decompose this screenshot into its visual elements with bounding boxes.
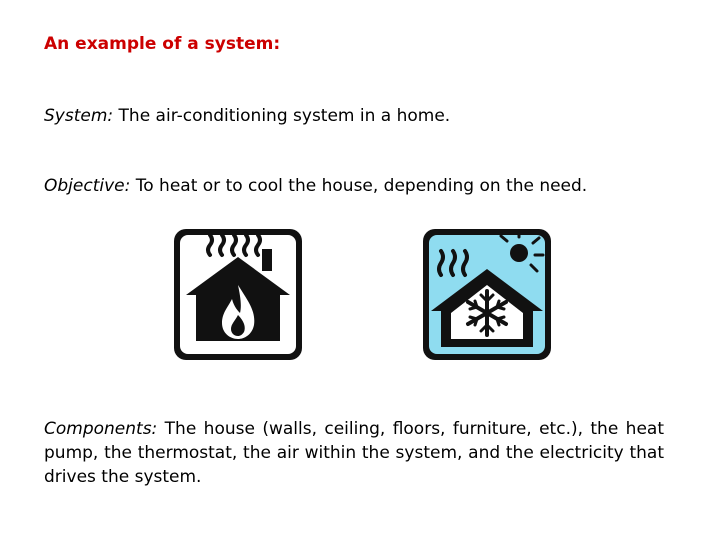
system-text: The air-conditioning system in a home. xyxy=(118,106,451,126)
system-label: System: xyxy=(44,106,114,126)
components-paragraph xyxy=(44,417,664,489)
objective-label: Objective: xyxy=(44,176,131,196)
house-heating-flame-icon xyxy=(174,229,302,360)
components-text: The house (walls, ceiling, floors, furniture, etc.), the heat pump, the thermostat, the air within the system, and the electricity that drives the system. xyxy=(44,419,664,487)
slide-title: An example of a system: xyxy=(44,34,281,54)
objective-text: To heat or to cool the house, depending on the need. xyxy=(135,176,588,196)
house-cooling-snowflake-icon xyxy=(423,229,551,360)
system-line xyxy=(44,106,450,126)
components-label: Components: xyxy=(44,419,158,439)
objective-line xyxy=(44,176,587,196)
